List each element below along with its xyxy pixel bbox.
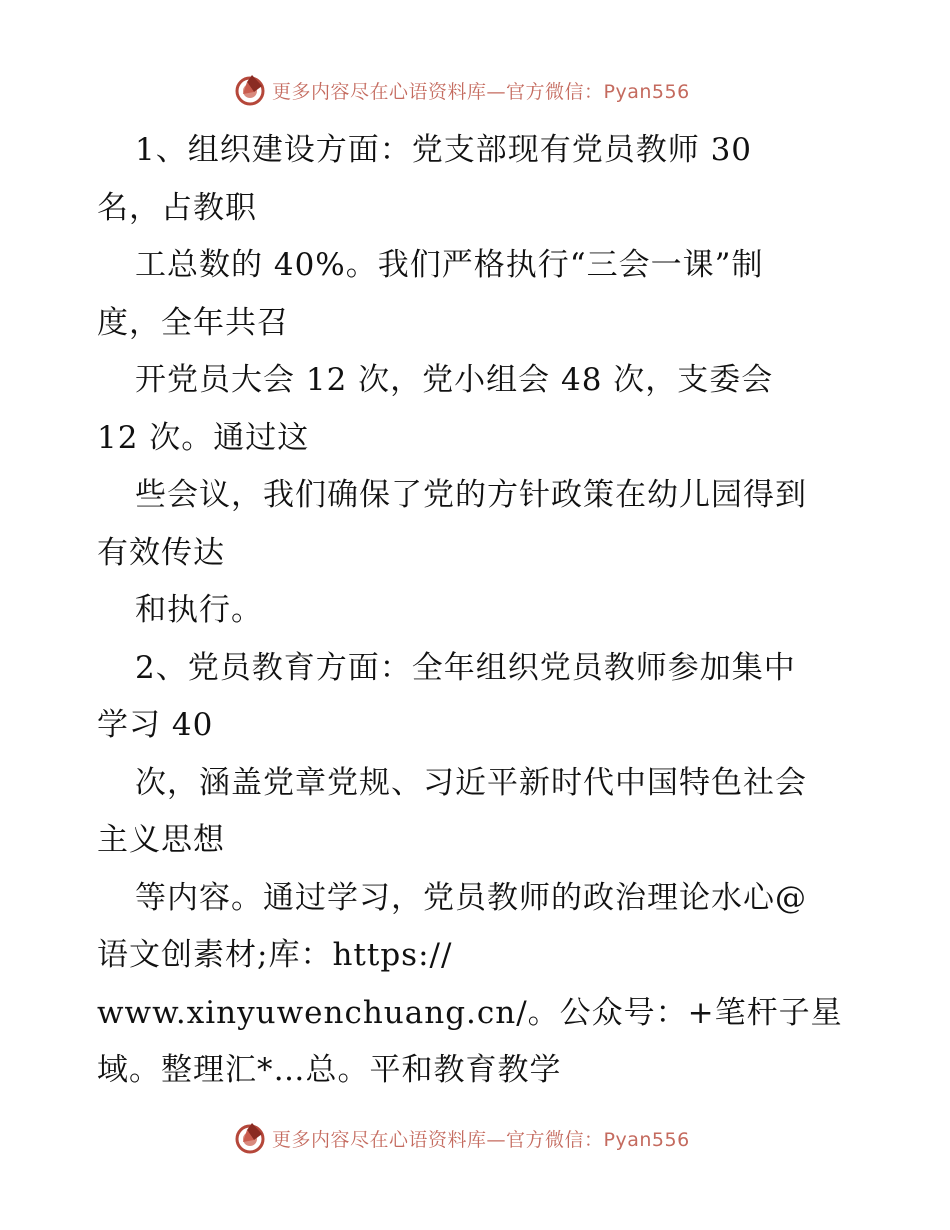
text-line: 域。整理汇*…总。平和教育教学 <box>97 1052 562 1088</box>
text-line: 度，全年共召 <box>97 304 289 341</box>
text-line: 和执行。 <box>135 592 263 628</box>
footer-watermark <box>232 1118 690 1158</box>
text-line: 2、党员教育方面：全年组织党员教师参加集中 <box>135 649 796 686</box>
header-watermark <box>232 70 690 110</box>
text-line: 些会议，我们确保了党的方针政策在幼儿园得到 <box>135 477 807 513</box>
footer-watermark-text <box>272 1125 690 1152</box>
header-contact-value: Pyan556 <box>603 80 690 103</box>
text-line: 1、组织建设方面：党支部现有党员教师 30 <box>135 132 753 168</box>
text-line: 名，占教职 <box>97 189 257 226</box>
text-line: 开党员大会 12 次，党小组会 48 次，支委会 <box>135 362 774 398</box>
text-line: 次，涵盖党章党规、习近平新时代中国特色社会 <box>135 764 807 801</box>
header-watermark-text <box>272 77 690 104</box>
footer-contact-label: 官方微信： <box>506 1128 604 1151</box>
brush-pen-logo-icon <box>232 72 268 108</box>
text-line: 等内容。通过学习，党员教师的政治理论水心@ <box>135 879 807 916</box>
document-body <box>97 122 867 1100</box>
text-line: 语文创素材;库：https:// <box>97 937 453 973</box>
text-line: www.xinyuwenchuang.cn/。公众号：+笔杆子星 <box>97 994 843 1031</box>
footer-dash: — <box>486 1128 507 1151</box>
text-line: 学习 40 <box>97 707 214 743</box>
text-line: 12 次。通过这 <box>97 419 310 456</box>
footer-contact-value: Pyan556 <box>603 1128 690 1151</box>
brush-pen-logo-icon <box>232 1120 268 1156</box>
text-line: 有效传达 <box>97 534 225 571</box>
text-line: 主义思想 <box>97 822 225 858</box>
text-line: 工总数的 40%。我们严格执行“三会一课”制 <box>135 247 764 283</box>
header-contact-label: 官方微信： <box>506 80 604 103</box>
header-brand-text: 更多内容尽在心语资料库 <box>272 80 487 103</box>
header-dash: — <box>486 80 507 103</box>
footer-brand-text: 更多内容尽在心语资料库 <box>272 1128 487 1151</box>
